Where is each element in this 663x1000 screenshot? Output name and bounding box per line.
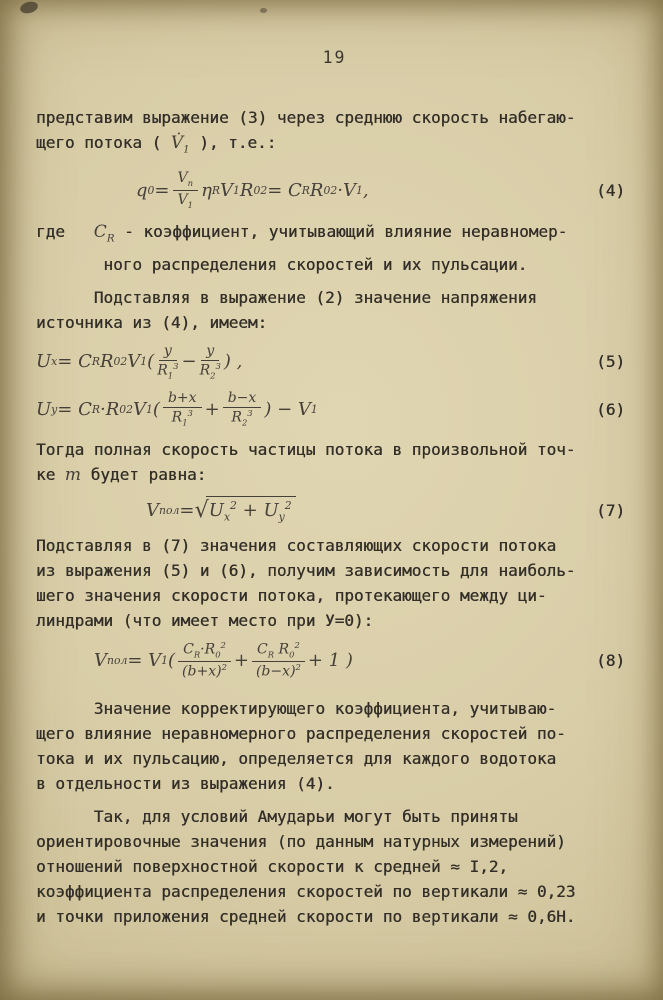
formula-text: ) − V <box>264 398 311 420</box>
formula-text: b+x <box>167 390 197 406</box>
formula-text: U <box>36 351 52 373</box>
superscript: 2 <box>220 639 226 650</box>
formula-text: V <box>94 649 107 671</box>
subscript: 0 <box>215 649 221 660</box>
formula-row-4 <box>36 170 633 210</box>
formula-text: ·R <box>100 398 120 420</box>
equation-5 <box>36 343 242 381</box>
text-line: Тогда полная скорость частицы потока в произвольной точ- <box>36 440 576 460</box>
equation-number-4: (4) <box>596 180 625 200</box>
subscript: 0 <box>147 183 155 197</box>
superscript: 2 <box>284 499 292 513</box>
formula-text: = C <box>267 179 302 201</box>
denominator <box>256 662 301 680</box>
text-segment: где <box>36 222 94 242</box>
inline-formula-v1 <box>170 133 190 156</box>
formula-row-5 <box>36 343 633 381</box>
equation-8 <box>94 641 353 680</box>
formula-text: V̇ <box>170 133 184 153</box>
formula-text: y <box>206 342 215 359</box>
superscript: 3 <box>247 408 253 419</box>
equation-number-6: (6) <box>596 399 625 419</box>
superscript: 2 <box>295 662 301 673</box>
subscript: пол <box>159 503 180 517</box>
formula-row-7 <box>36 496 633 524</box>
formula-text: V <box>220 179 233 201</box>
formula-text: b−x <box>227 390 257 406</box>
paragraph-correction-coefficient <box>36 696 633 796</box>
formula-text: = <box>179 499 195 521</box>
denominator <box>172 408 193 428</box>
superscript: 2 <box>330 183 338 197</box>
formula-text: = V <box>127 649 162 671</box>
subscript: 1 <box>167 370 174 381</box>
text-line: Значение корректирующего коэффициента, учитываю- <box>36 698 557 718</box>
radical-body <box>206 496 296 524</box>
formula-text: + <box>204 398 220 420</box>
text-segment: - коэффициент, учитывающий влияние неравномер- <box>114 222 568 242</box>
paragraph-full-speed <box>36 437 633 488</box>
text-line <box>36 462 633 488</box>
formula-text: R <box>309 179 324 201</box>
subscript: 2 <box>210 370 216 381</box>
formula-text: , <box>362 179 369 201</box>
subscript: R <box>91 402 100 416</box>
superscript: 2 <box>260 183 268 197</box>
subscript: 1 <box>233 183 240 197</box>
formula-text: R <box>199 362 211 379</box>
subscript: y <box>278 510 285 524</box>
subscript: 0 <box>113 355 121 369</box>
inline-formula-m <box>65 465 81 485</box>
formula-text: ·R <box>200 641 216 658</box>
formula-text: R <box>274 641 290 658</box>
subscript: x <box>223 510 231 524</box>
subscript: 1 <box>355 183 363 197</box>
superscript: 2 <box>120 355 128 369</box>
formula-row-6 <box>36 390 633 428</box>
formula-text: V <box>177 170 188 187</box>
equation-4 <box>136 170 369 210</box>
text-line: щего влияние неравномерного распределения скоростей по- <box>36 723 566 743</box>
ink-stain <box>19 0 39 15</box>
text-line: шего значения скорости потока, протекающего между ци- <box>36 585 547 605</box>
paragraph-coefficient <box>36 219 633 276</box>
text-segment: ке <box>36 465 65 485</box>
denominator <box>182 662 227 680</box>
superscript: 2 <box>221 662 227 673</box>
subscript: 0 <box>253 183 261 197</box>
paragraph-substitute-2 <box>36 285 633 335</box>
fraction <box>178 641 231 680</box>
numerator <box>159 343 177 361</box>
fraction <box>157 343 178 381</box>
subscript: 1 <box>146 402 153 416</box>
subscript: R <box>267 649 275 660</box>
formula-text: q <box>136 179 148 201</box>
text-line: ориентировочные значения (по данным натурных измерений) <box>36 831 566 851</box>
subscript: 1 <box>182 417 188 428</box>
subscript: п <box>187 178 194 189</box>
text-line: линдрами (что имеет место при У=0): <box>36 610 374 630</box>
formula-text: V <box>146 499 159 521</box>
fraction <box>173 170 199 210</box>
text-line: источника из (4), имеем: <box>36 312 268 332</box>
formula-text: m <box>64 465 82 486</box>
formula-text: ( <box>152 398 160 420</box>
formula-text: R <box>157 362 168 379</box>
numerator <box>178 641 231 662</box>
formula-text: R <box>99 351 114 373</box>
formula-text: U <box>36 398 52 420</box>
numerator <box>163 390 202 408</box>
text-segment: щего потока ( <box>36 133 171 152</box>
text-line: Подставляя в (7) значения составляющих скорости потока <box>36 535 557 555</box>
subscript: 1 <box>310 402 318 416</box>
subscript: 0 <box>323 183 331 197</box>
superscript: 3 <box>187 408 193 419</box>
formula-text: C <box>183 641 194 658</box>
equation-number-8: (8) <box>596 650 625 670</box>
formula-text: R <box>239 179 254 201</box>
subscript: 1 <box>140 355 148 369</box>
page-number: 19 <box>322 48 347 67</box>
equation-7 <box>146 496 296 524</box>
formula-text: U <box>208 500 224 522</box>
subscript: 0 <box>119 402 127 416</box>
formula-text: (b−x) <box>255 663 296 680</box>
denominator <box>178 191 194 210</box>
formula-text: y <box>163 342 172 359</box>
numerator <box>223 390 262 408</box>
paragraph-substitute-7 <box>36 533 633 633</box>
text-line: Так, для условий Амударьи могут быть приняты <box>36 806 518 826</box>
superscript: 2 <box>126 402 134 416</box>
text-line: и точки приложения средней скорости по вертикали ≈ 0,6Н. <box>36 906 576 926</box>
formula-text: (b+x) <box>182 663 222 680</box>
formula-text: R <box>171 409 183 426</box>
subscript: R <box>301 183 310 197</box>
formula-row-8 <box>36 641 633 680</box>
subscript: y <box>51 402 58 416</box>
equation-number-7: (7) <box>596 500 625 520</box>
formula-text: = <box>154 179 170 201</box>
denominator <box>157 361 178 381</box>
superscript: R <box>211 183 220 197</box>
text-line: представим выражение (3) через среднюю скорость набегаю- <box>36 108 576 127</box>
subscript: 1 <box>183 144 190 156</box>
subscript: 2 <box>241 417 248 428</box>
numerator <box>201 343 219 361</box>
fraction <box>252 641 305 680</box>
radical-sign: √ <box>194 497 209 524</box>
denominator <box>200 361 221 381</box>
text-line <box>36 130 633 162</box>
fraction <box>163 390 202 428</box>
inline-formula-cr <box>93 222 115 245</box>
formula-text: C <box>93 222 107 243</box>
subscript: R <box>91 355 100 369</box>
formula-text: C <box>257 641 268 658</box>
fraction <box>200 343 221 381</box>
subscript: 1 <box>187 199 194 210</box>
equation-number-5: (5) <box>596 352 625 372</box>
superscript: 2 <box>230 499 237 513</box>
text-line: из выражения (5) и (6), получим зависимость для наиболь- <box>36 560 576 580</box>
numerator <box>173 170 199 190</box>
text-segment: ), т.е.: <box>189 133 277 152</box>
text-line: Подставляя в выражение (2) значение напряжения <box>36 287 537 307</box>
text-segment: будет равна: <box>81 465 207 485</box>
formula-text: V <box>133 398 147 420</box>
formula-text: + <box>233 649 249 671</box>
ink-speck <box>260 8 267 13</box>
formula-text: R <box>231 409 242 426</box>
paragraph-intro <box>36 105 633 162</box>
superscript: 2 <box>294 639 300 650</box>
subscript: 0 <box>289 649 295 660</box>
text-line: в отдельности из выражения (4). <box>36 773 335 793</box>
formula-text: − <box>181 351 197 373</box>
subscript: R <box>106 233 115 245</box>
formula-text: + U <box>236 500 279 522</box>
formula-text: ) , <box>223 351 243 373</box>
superscript: 3 <box>215 360 221 371</box>
text-line <box>36 219 633 251</box>
text-line: ного распределения скоростей и их пульсации. <box>36 254 528 274</box>
text-line: коэффициента распределения скоростей по вертикали ≈ 0,23 <box>36 881 576 901</box>
formula-text: = C <box>57 351 92 373</box>
subscript: x <box>51 355 58 369</box>
formula-text: ·V <box>337 179 356 201</box>
numerator <box>252 641 305 662</box>
equation-6 <box>36 390 318 428</box>
formula-text: ( <box>147 351 155 373</box>
fraction <box>223 390 262 428</box>
superscript: 3 <box>173 360 179 371</box>
formula-text: V <box>177 191 188 208</box>
subscript: R <box>193 649 201 660</box>
formula-text: ( <box>168 649 176 671</box>
formula-text: + 1 ) <box>307 649 353 671</box>
formula-text: = C <box>57 398 92 420</box>
paragraph-amudarya <box>36 804 633 929</box>
text-line: тока и их пульсацию, определяется для каждого водотока <box>36 748 557 768</box>
denominator <box>231 408 252 428</box>
subscript: 1 <box>161 653 169 667</box>
text-line: отношений поверхностной скорости к средней ≈ I,2, <box>36 856 509 876</box>
subscript: пол <box>107 653 128 667</box>
formula-text: V <box>127 351 141 373</box>
formula-text: η <box>201 179 212 201</box>
